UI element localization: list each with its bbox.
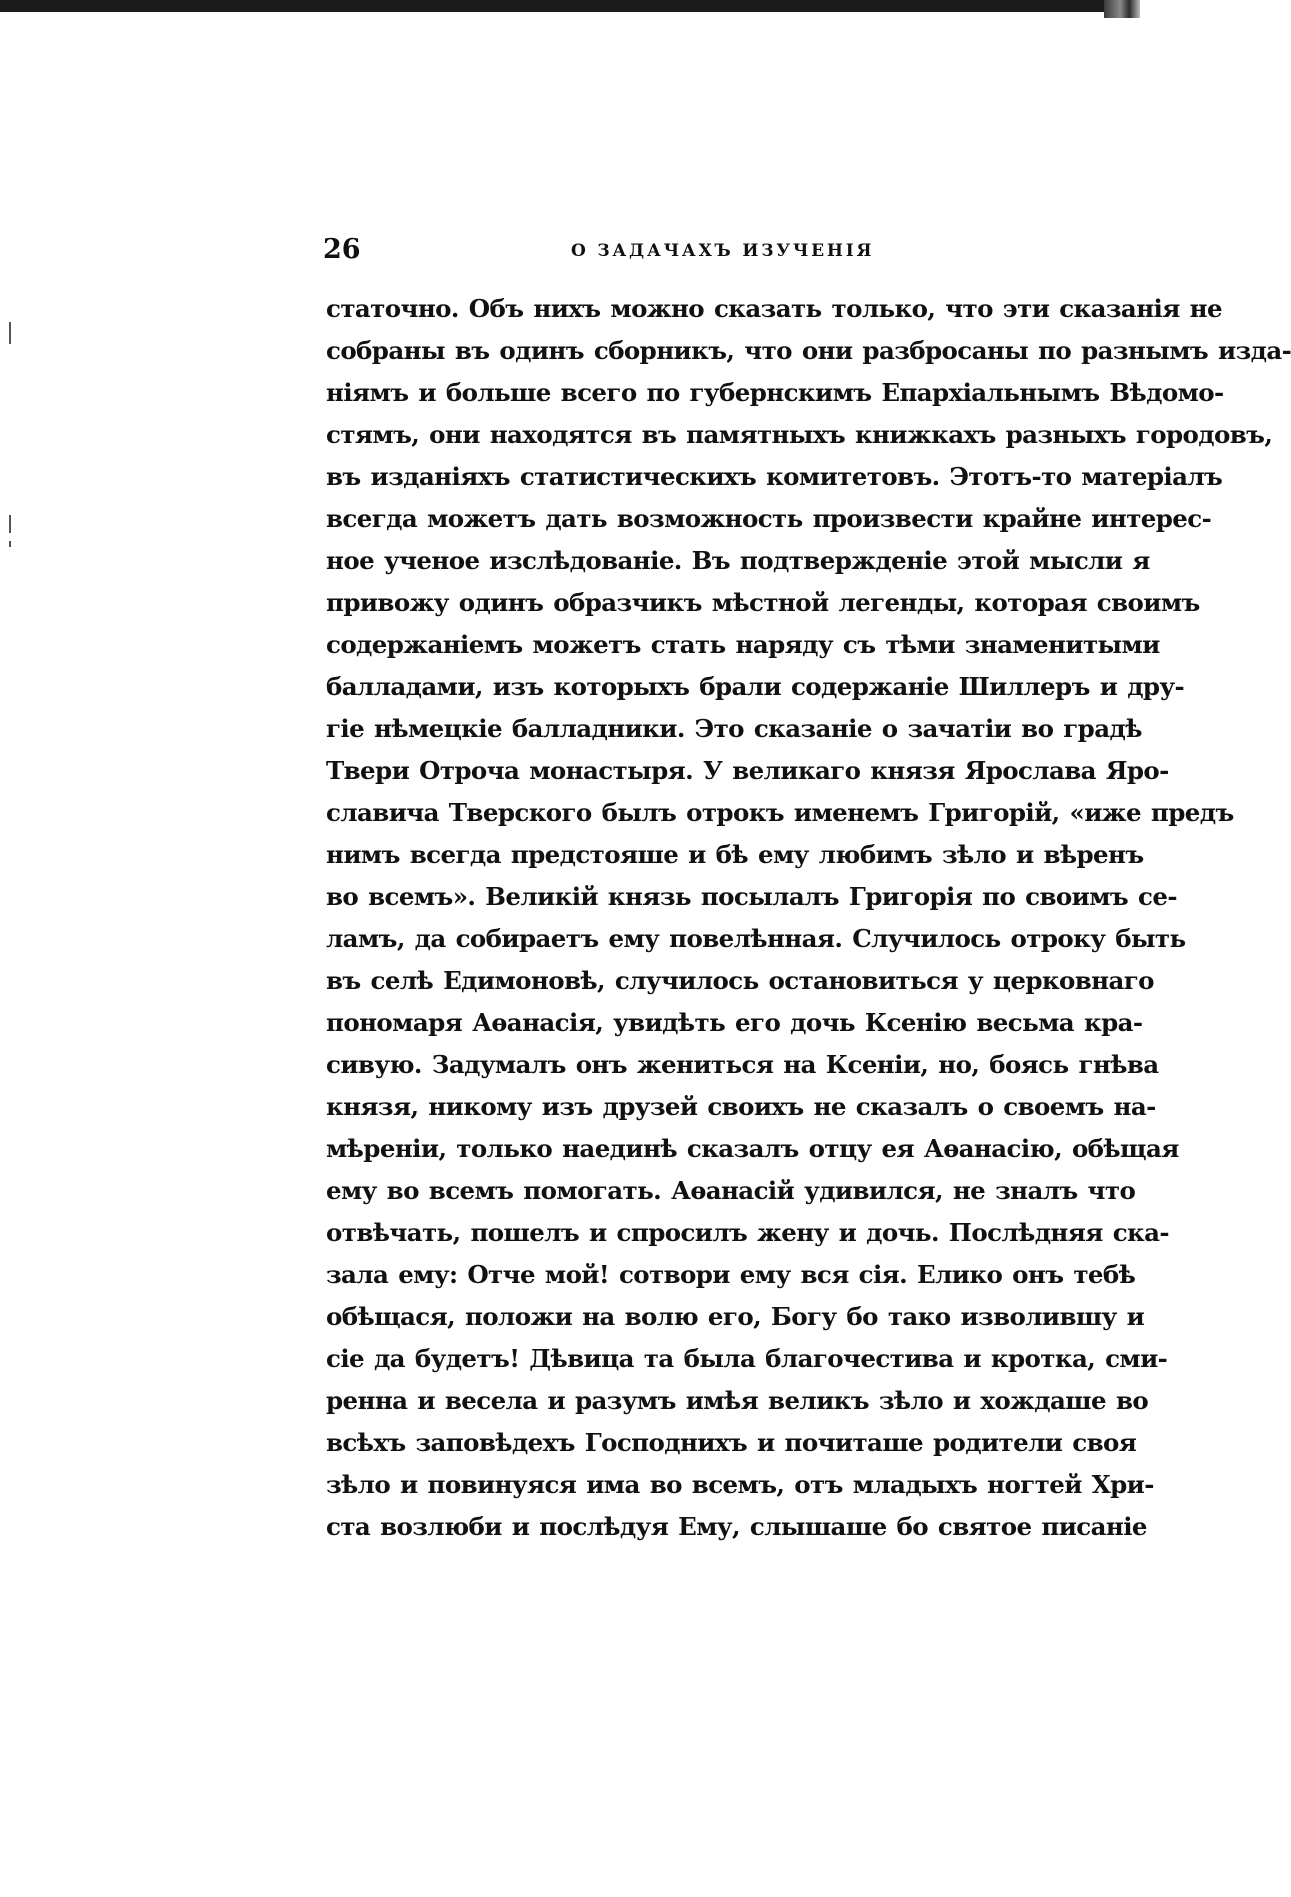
top-scan-border-edge	[1104, 0, 1140, 18]
text-line: въ селѣ Едимоновѣ, случилось остановиться у церковнаго	[326, 966, 1154, 995]
top-scan-border	[0, 0, 1104, 12]
text-line: ста возлюби и послѣдуя Ему, слышаше бо святое писаніе	[326, 1512, 1147, 1541]
page-header	[323, 234, 1083, 272]
text-line: привожу одинъ образчикъ мѣстной легенды, которая своимъ	[326, 588, 1200, 617]
text-line: ное ученое изслѣдованіе. Въ подтвержденіе этой мысли я	[326, 546, 1150, 575]
text-line: ему во всемъ помогать. Аѳанасій удивился, не зналъ что	[326, 1176, 1136, 1205]
text-line: отвѣчать, пошелъ и спросилъ жену и дочь. Послѣдняя ска-	[326, 1218, 1169, 1247]
body-text	[326, 288, 1291, 1548]
text-line: нимъ всегда предстояше и бѣ ему любимъ зѣло и вѣренъ	[326, 840, 1144, 869]
text-line: ніямъ и больше всего по губернскимъ Епархіальнымъ Вѣдомо-	[326, 378, 1224, 407]
page-number: 26	[323, 234, 361, 265]
text-line: ламъ, да собираетъ ему повелѣнная. Случилось отроку быть	[326, 924, 1186, 953]
text-line: ренна и весела и разумъ имѣя великъ зѣло и хождаше во	[326, 1386, 1149, 1415]
text-line: зала ему: Отче мой! сотвори ему вся сія. Елико онъ тебѣ	[326, 1260, 1136, 1289]
margin-scan-mark	[9, 515, 11, 533]
text-line: статочно. Объ нихъ можно сказать только, что эти сказанія не	[326, 294, 1222, 323]
text-line: стямъ, они находятся въ памятныхъ книжкахъ разныхъ городовъ,	[326, 420, 1273, 449]
text-line: мѣреніи, только наединѣ сказалъ отцу ея Аѳанасію, обѣщая	[326, 1134, 1179, 1163]
text-line: собраны въ одинъ сборникъ, что они разбросаны по разнымъ изда-	[326, 336, 1291, 365]
text-line: сивую. Задумалъ онъ жениться на Ксеніи, но, боясь гнѣва	[326, 1050, 1159, 1079]
running-head: О ЗАДАЧАХЪ ИЗУЧЕНІЯ	[571, 241, 875, 261]
text-line: въ изданіяхъ статистическихъ комитетовъ. Этотъ-то матеріалъ	[326, 462, 1223, 491]
text-line: зѣло и повинуяся има во всемъ, отъ младыхъ ногтей Хри-	[326, 1470, 1154, 1499]
text-line: балладами, изъ которыхъ брали содержаніе Шиллеръ и дру-	[326, 672, 1185, 701]
text-line: сіе да будетъ! Дѣвица та была благочестива и кротка, сми-	[326, 1344, 1168, 1373]
text-line: князя, никому изъ друзей своихъ не сказалъ о своемъ на-	[326, 1092, 1156, 1121]
margin-scan-mark	[9, 322, 11, 344]
text-line: всѣхъ заповѣдехъ Господнихъ и почиташе родители своя	[326, 1428, 1137, 1457]
text-line: всегда можетъ дать возможность произвести крайне интерес-	[326, 504, 1212, 533]
margin-scan-mark	[9, 541, 11, 547]
text-line: во всемъ». Великій князь посылалъ Григорія по своимъ се-	[326, 882, 1177, 911]
text-line: Твери Отроча монастыря. У великаго князя Ярослава Яро-	[326, 756, 1169, 785]
text-line: обѣщася, положи на волю его, Богу бо тако изволившу и	[326, 1302, 1145, 1331]
text-line: славича Тверского былъ отрокъ именемъ Григорій, «иже предъ	[326, 798, 1234, 827]
text-line: содержаніемъ можетъ стать наряду съ тѣми знаменитыми	[326, 630, 1160, 659]
text-line: гіе нѣмецкіе балладники. Это сказаніе о зачатіи во градѣ	[326, 714, 1142, 743]
text-line: пономаря Аѳанасія, увидѣть его дочь Ксенію весьма кра-	[326, 1008, 1143, 1037]
